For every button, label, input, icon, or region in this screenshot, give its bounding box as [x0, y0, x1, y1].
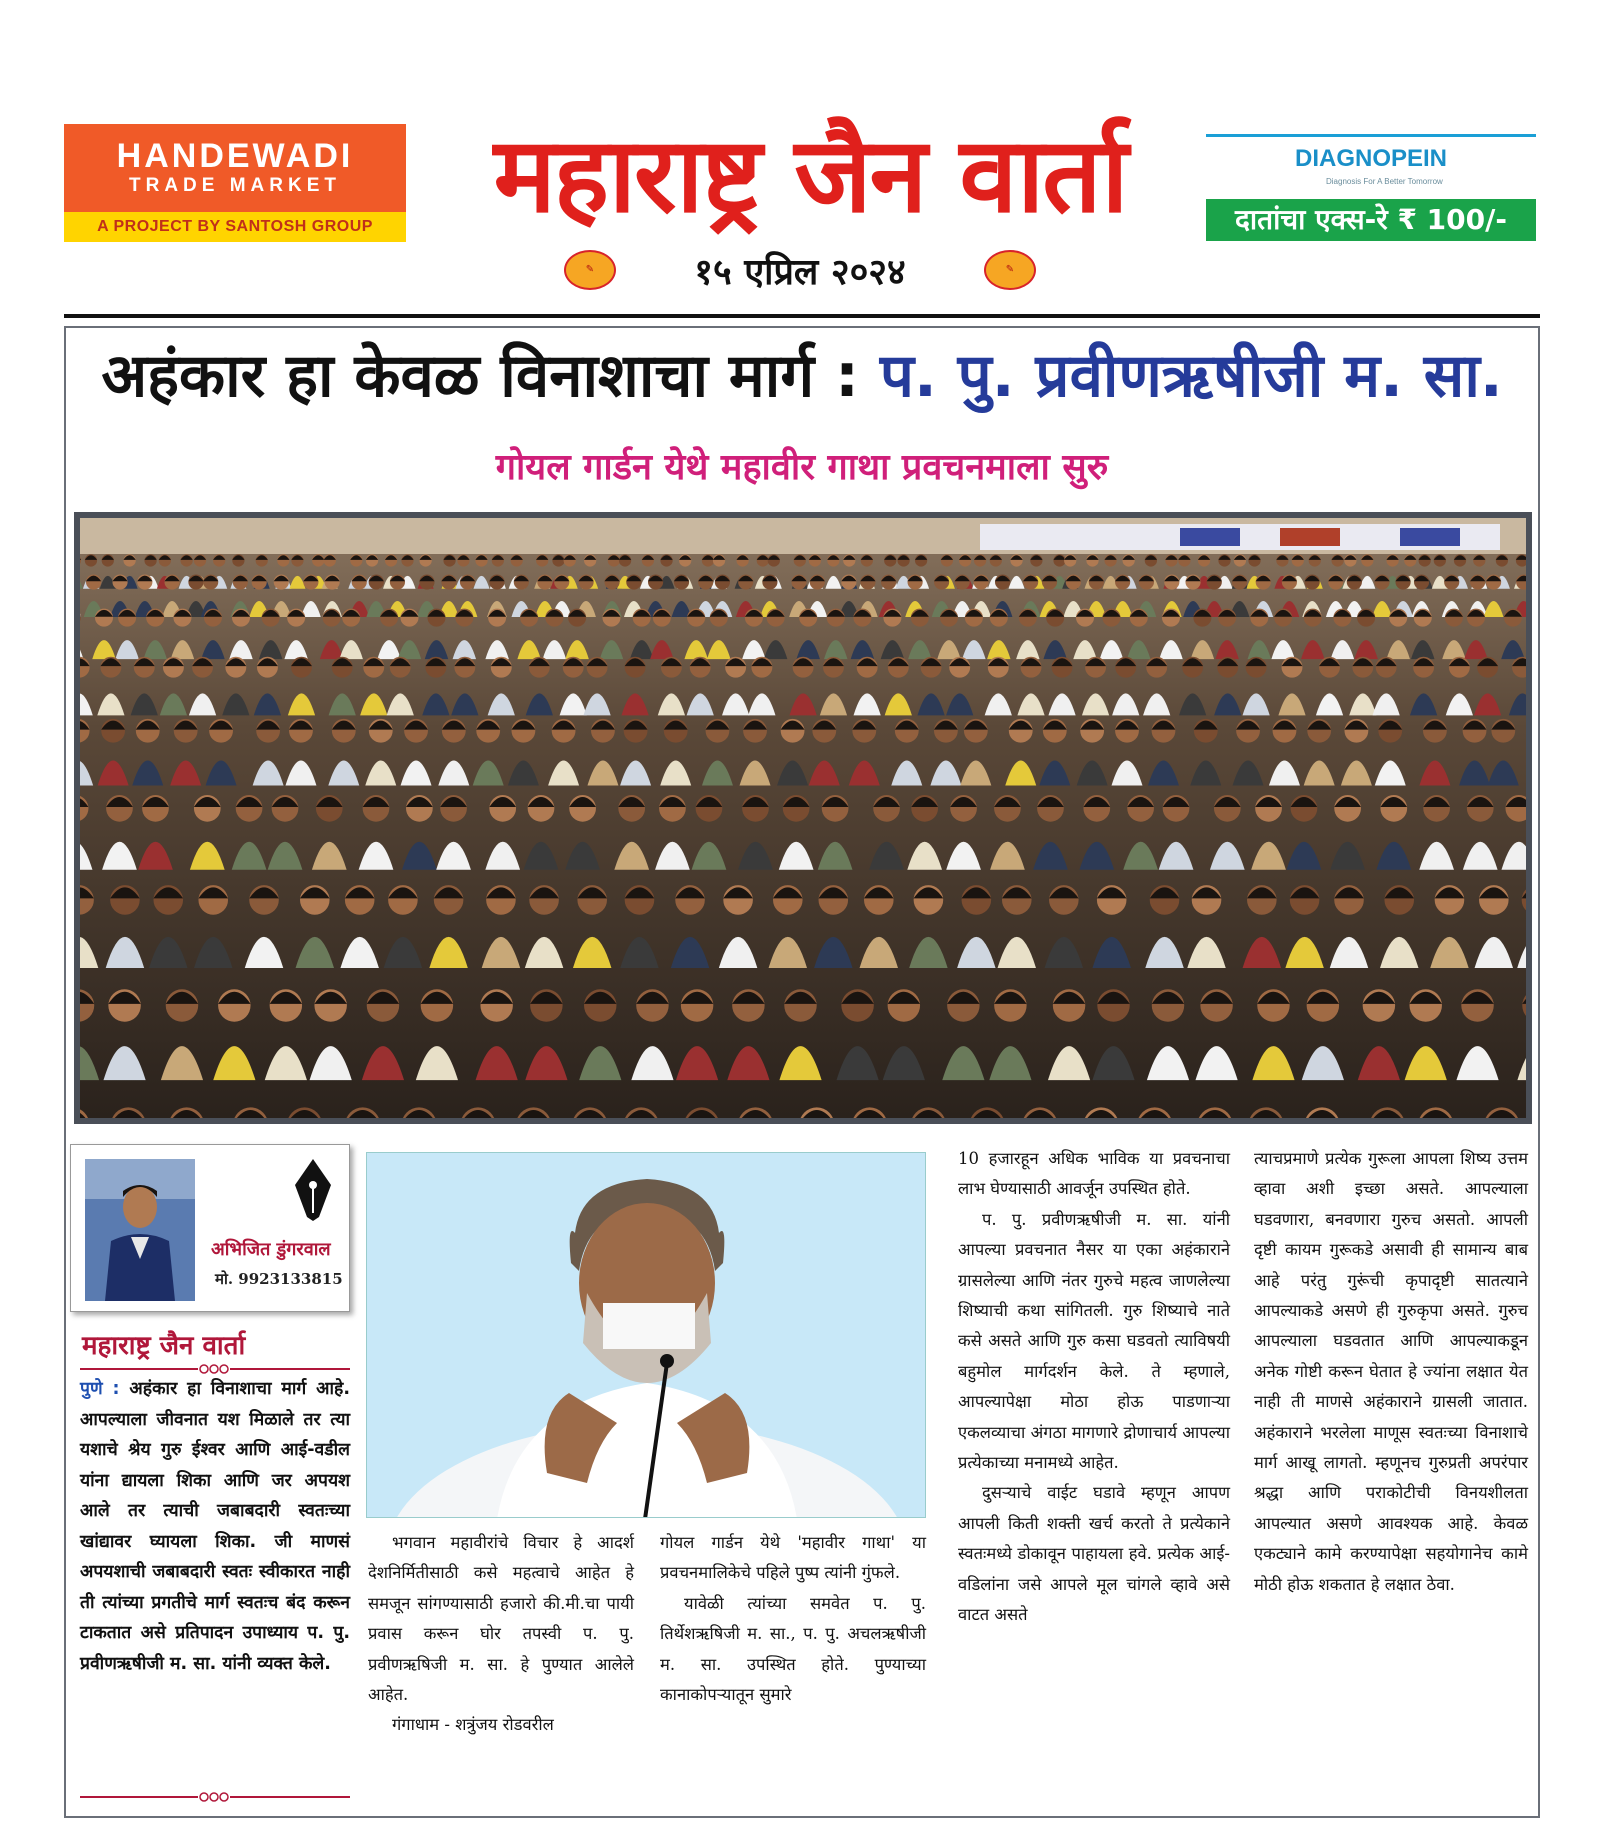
reporter-phone: मो. 9923133815 — [215, 1270, 343, 1288]
lead-text: अहंकार हा विनाशाचा मार्ग आहे. आपल्याला जीवनात यश मिळाले तर त्या यशाचे श्रेय गुरु ईश्वर आणि आई-वडील यांना द्यायला शिका आणि जर अपयश आले तर त्याची जबाबदारी स्वतःच्या खांद्यावर घ्यायला शिका. जी माणसं अपयशाची जबाबदारी स्वतः स्वीकारत नाही ती त्यांच्या प्रगतीचे मार्ग स्वतःच बंद करून टाकतात असे प्रतिपादन उपाध्याय प. पु. प्रवीणऋषीजी म. सा. यांनी व्यक्त केले. — [80, 1379, 350, 1674]
reporter-name: अभिजित डुंगरवाल — [211, 1239, 331, 1260]
ad-subtitle: TRADE MARKET — [129, 175, 341, 196]
byline-box — [70, 1144, 350, 1312]
column-paragraph: यावेळी त्यांच्या समवेत प. पु. तिर्थेशऋषिजी म. सा., प. पु. अचलऋषीजी म. सा. उपस्थित होते. पुण्याच्या कानाकोपऱ्यातून सुमारे — [660, 1593, 926, 1705]
speaker-photo-graphic — [367, 1153, 926, 1518]
paper-name-label: महाराष्ट्र जैन वार्ता — [82, 1331, 246, 1361]
handewadi-ad — [64, 124, 406, 242]
reporter-photo — [85, 1159, 195, 1301]
speaker-photo — [366, 1152, 926, 1518]
column-paragraph: त्याचप्रमाणे प्रत्येक गुरूला आपला शिष्य उत्तम व्हावा अशी इच्छा असते. आपल्याला घडवणारा, बनवणारा गुरुच असतो. आपली दृष्टी कायम गुरूकडे असावी ही सामान्य बाब आहे परंतु गुरूंची कृपादृष्टी सातत्याने आपल्याकडे असणे ही गुरुकृपा असते. गुरुच आपल्याला घडवतात आणि आपल्याकडून अनेक गोष्टी करून घेतात हे ज्यांना लक्षात येत नाही ती माणसे अहंकाराने ग्रासली जातात. अहंकाराने भरलेला माणूस स्वतःच्या विनाशाचे मार्ग आखू लागतो. म्हणूनच गुरुप्रती अपरंपार श्रद्धा आणि पराकोटीची विनयशीलता आपल्यात असणे आवश्यक आहे. केवळ एकट्याने कामे करण्यापेक्षा सहयोगानेच कामे मोठी होऊ शकतात हे लक्षात ठेवा. — [1254, 1149, 1528, 1594]
paper-logo-badge-right: ✎ — [984, 250, 1036, 290]
lead-paragraph — [80, 1374, 350, 1679]
issue-date: १५ एप्रिल २०२४ — [694, 252, 906, 293]
dateline-place: पुणे : — [80, 1379, 120, 1399]
column-paragraph: दुसऱ्याचे वाईट घडावे म्हणून आपण आपली किती शक्ती खर्च करतो ते प्रत्येकाने स्वतःमध्ये डोकावून पाहायला हवे. प्रत्येक आई-वडिलांना जसे आपले मूल चांगले व्हावे असे वाटत असते — [958, 1483, 1230, 1625]
crowd-photo — [74, 512, 1532, 1124]
article-headline — [66, 334, 1538, 418]
ad-title: HANDEWADI — [116, 137, 354, 175]
masthead-title: महाराष्ट्र जैन वार्ता — [493, 114, 1127, 236]
ad-brand: DIAGNOPEIN — [1294, 145, 1447, 172]
crowd-photo-graphic — [80, 518, 1526, 1118]
article-column-4 — [1254, 1144, 1528, 1600]
headline-speaker: प. पु. प्रवीणऋषीजी म. सा. — [879, 341, 1503, 411]
article-subhead: गोयल गार्डन येथे महावीर गाथा प्रवचनमाला सुरु — [495, 447, 1109, 488]
ad-offer: दातांचा एक्स-रे ₹ 100/- — [1206, 199, 1536, 241]
article-column-2 — [660, 1528, 926, 1710]
column-paragraph: प. पु. प्रवीणऋषीजी म. सा. यांनी आपल्या प्रवचनात नैसर या एका अहंकाराने ग्रासलेल्या आणि नंतर गुरुचे महत्व जाणलेल्या शिष्याची कथा सांगितली. गुरु शिष्याचे नाते कसे असते आणि गुरु कसा घडवतो त्याविषयी बहुमोल मार्गदर्शन केले. ते म्हणाले, आपल्यापेक्षा मोठा होऊ पाडणाऱ्या एकलव्याचा अंगठा मागणारे द्रोणाचार्य आपल्या प्रत्येकाच्या मनामध्ये आहेत. — [958, 1209, 1230, 1473]
paper-logo-badge-left: ✎ — [564, 250, 616, 290]
diagnopein-ad — [1206, 134, 1536, 241]
pen-nib-icon — [285, 1155, 341, 1225]
headline-colon: : — [814, 341, 880, 411]
ad-tagline: Diagnosis For A Better Tomorrow — [1326, 177, 1443, 186]
article-column-3 — [958, 1144, 1230, 1631]
header-rule — [64, 314, 1540, 318]
article-column-1 — [368, 1528, 634, 1741]
column-paragraph: गंगाधाम - शत्रुंजय रोडवरील — [392, 1715, 554, 1735]
divider-flourish-bottom — [80, 1790, 350, 1804]
column-paragraph: भगवान महावीरांचे विचार हे आदर्श देशनिर्मितीसाठी कसे महत्वाचे आहेत हे समजून सांगण्यासाठी हजारो की.मी.चा पायी प्रवास करून घोर तपस्वी प. पु. प्रवीणऋषिजी म. सा. हे पुण्यात आलेले आहेत. — [368, 1533, 634, 1705]
column-paragraph: 10 हजारहून अधिक भाविक या प्रवचनाचा लाभ घेण्यासाठी आवर्जून उपस्थित होते. — [958, 1149, 1230, 1199]
ad-project-line: A PROJECT BY SANTOSH GROUP — [64, 212, 406, 242]
headline-main: अहंकार हा केवळ विनाशाचा मार्ग — [101, 341, 815, 411]
column-paragraph: गोयल गार्डन येथे 'महावीर गाथा' या प्रवचनमालिकेचे पहिले पुष्प त्यांनी गुंफले. — [660, 1533, 926, 1583]
